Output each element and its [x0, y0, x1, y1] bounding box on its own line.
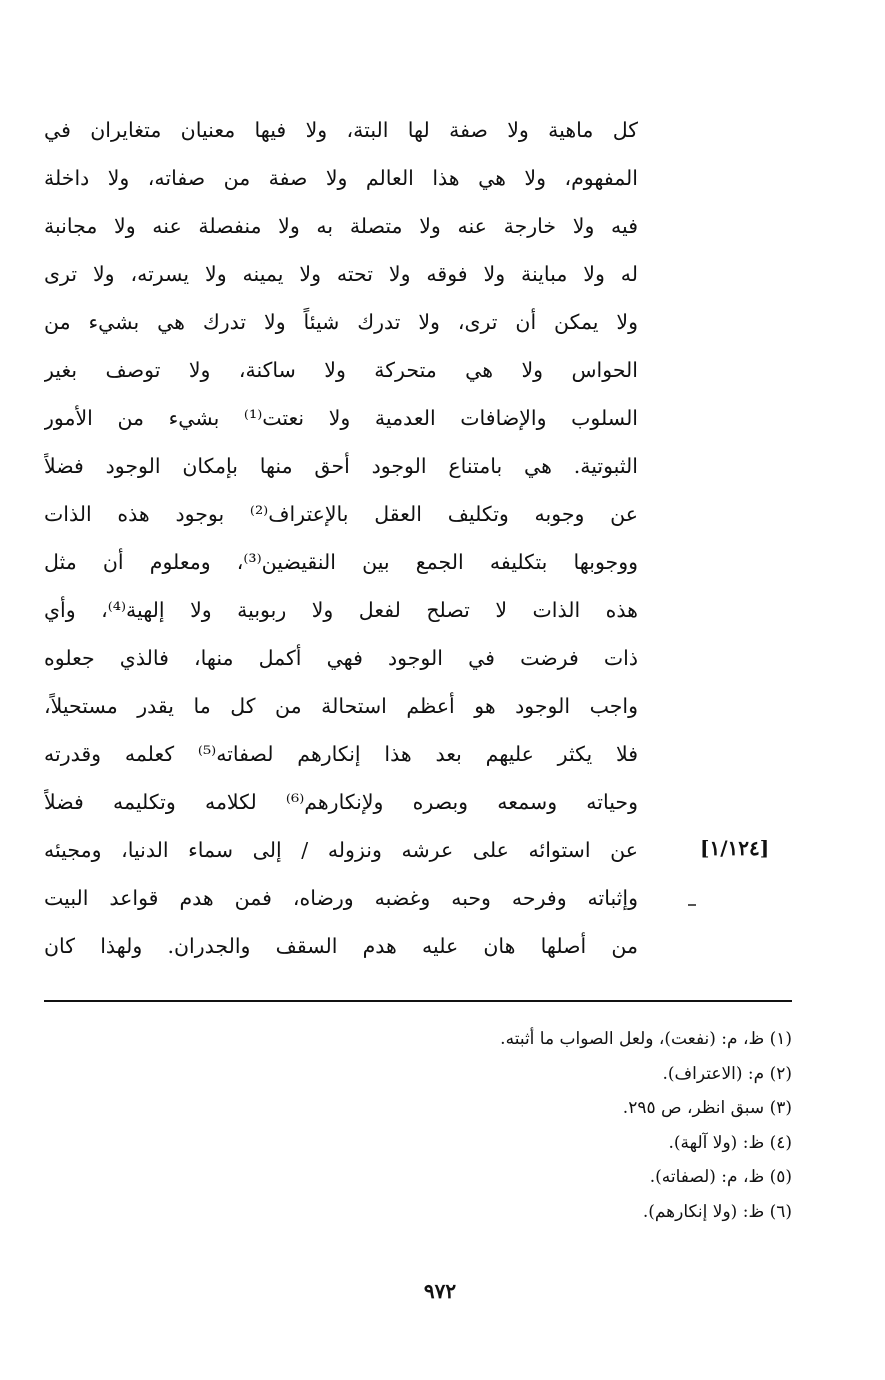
- text-line: فلا يكثر عليهم بعد هذا إنكارهم لصفاته⁽⁵⁾ كعلمه وقدرته: [44, 742, 638, 766]
- footnote: (٢) م: (الاعتراف).: [662, 1063, 792, 1084]
- text-line: له ولا مباينة ولا فوقه ولا تحته ولا يمينه ولا يسرته، ولا ترى: [44, 262, 638, 286]
- margin-mark: [688, 904, 696, 906]
- footnote: (١) ظ، م: (نفعت)، ولعل الصواب ما أثبته.: [500, 1029, 792, 1049]
- text-line: واجب الوجود هو أعظم استحالة من كل ما يقدر مستحيلاً،: [44, 694, 638, 718]
- footnote-separator-rule: [44, 1000, 792, 1002]
- text-line: هذه الذات لا تصلح لفعل ولا ربوبية ولا إلهية⁽⁴⁾، وأي: [44, 598, 638, 622]
- text-line: ولا يمكن أن ترى، ولا تدرك شيئاً ولا تدرك هي بشيء من: [44, 310, 638, 334]
- text-line: الحواس ولا هي متحركة ولا ساكنة، ولا توصف بغير: [44, 358, 638, 382]
- page-number: ٩٧٢: [423, 1279, 457, 1303]
- footnote: (٦) ظ: (ولا إنكارهم).: [642, 1201, 792, 1222]
- text-line: السلوب والإضافات العدمية ولا نعتت⁽¹⁾ بشيء من الأمور: [44, 406, 638, 430]
- text-line: ووجوبها بتكليفه الجمع بين النقيضين⁽³⁾، ومعلوم أن مثل: [44, 550, 638, 574]
- text-line: عن استوائه على عرشه ونزوله / إلى سماء الدنيا، ومجيئه: [44, 838, 638, 862]
- text-line: المفهوم، ولا هي هذا العالم ولا صفة من صفاته، ولا داخلة: [44, 166, 638, 190]
- text-line: ذات فرضت في الوجود فهي أكمل منها، فالذي جعلوه: [44, 646, 638, 670]
- main-text-block: [44, 106, 638, 970]
- text-line: فيه ولا خارجة عنه ولا متصلة به ولا منفصلة عنه ولا مجانبة: [44, 214, 638, 238]
- text-line: عن وجوبه وتكليف العقل بالإعتراف⁽²⁾ بوجود هذه الذات: [44, 502, 638, 526]
- text-line: وحياته وسمعه وبصره ولإنكارهم⁽⁶⁾ لكلامه وتكليمه فضلاً: [44, 790, 638, 814]
- margin-manuscript-reference: [١/١٢٤]: [700, 836, 770, 860]
- footnote: (٥) ظ، م: (لصفاته).: [649, 1167, 792, 1187]
- footnote: (٤) ظ: (ولا آلهة).: [668, 1132, 792, 1153]
- footnotes-block: [44, 1022, 792, 1229]
- text-line: من أصلها هان عليه هدم السقف والجدران. ولهذا كان: [44, 934, 638, 958]
- text-line: كل ماهية ولا صفة لها البتة، ولا فيها معنيان متغايران في: [44, 118, 638, 142]
- footnote: (٣) سبق انظر، ص ٢٩٥.: [622, 1098, 792, 1118]
- text-line: وإثباته وفرحه وحبه وغضبه ورضاه، فمن هدم قواعد البيت: [44, 886, 638, 910]
- text-line: الثبوتية. هي بامتناع الوجود أحق منها بإمكان الوجود فضلاً: [44, 454, 638, 478]
